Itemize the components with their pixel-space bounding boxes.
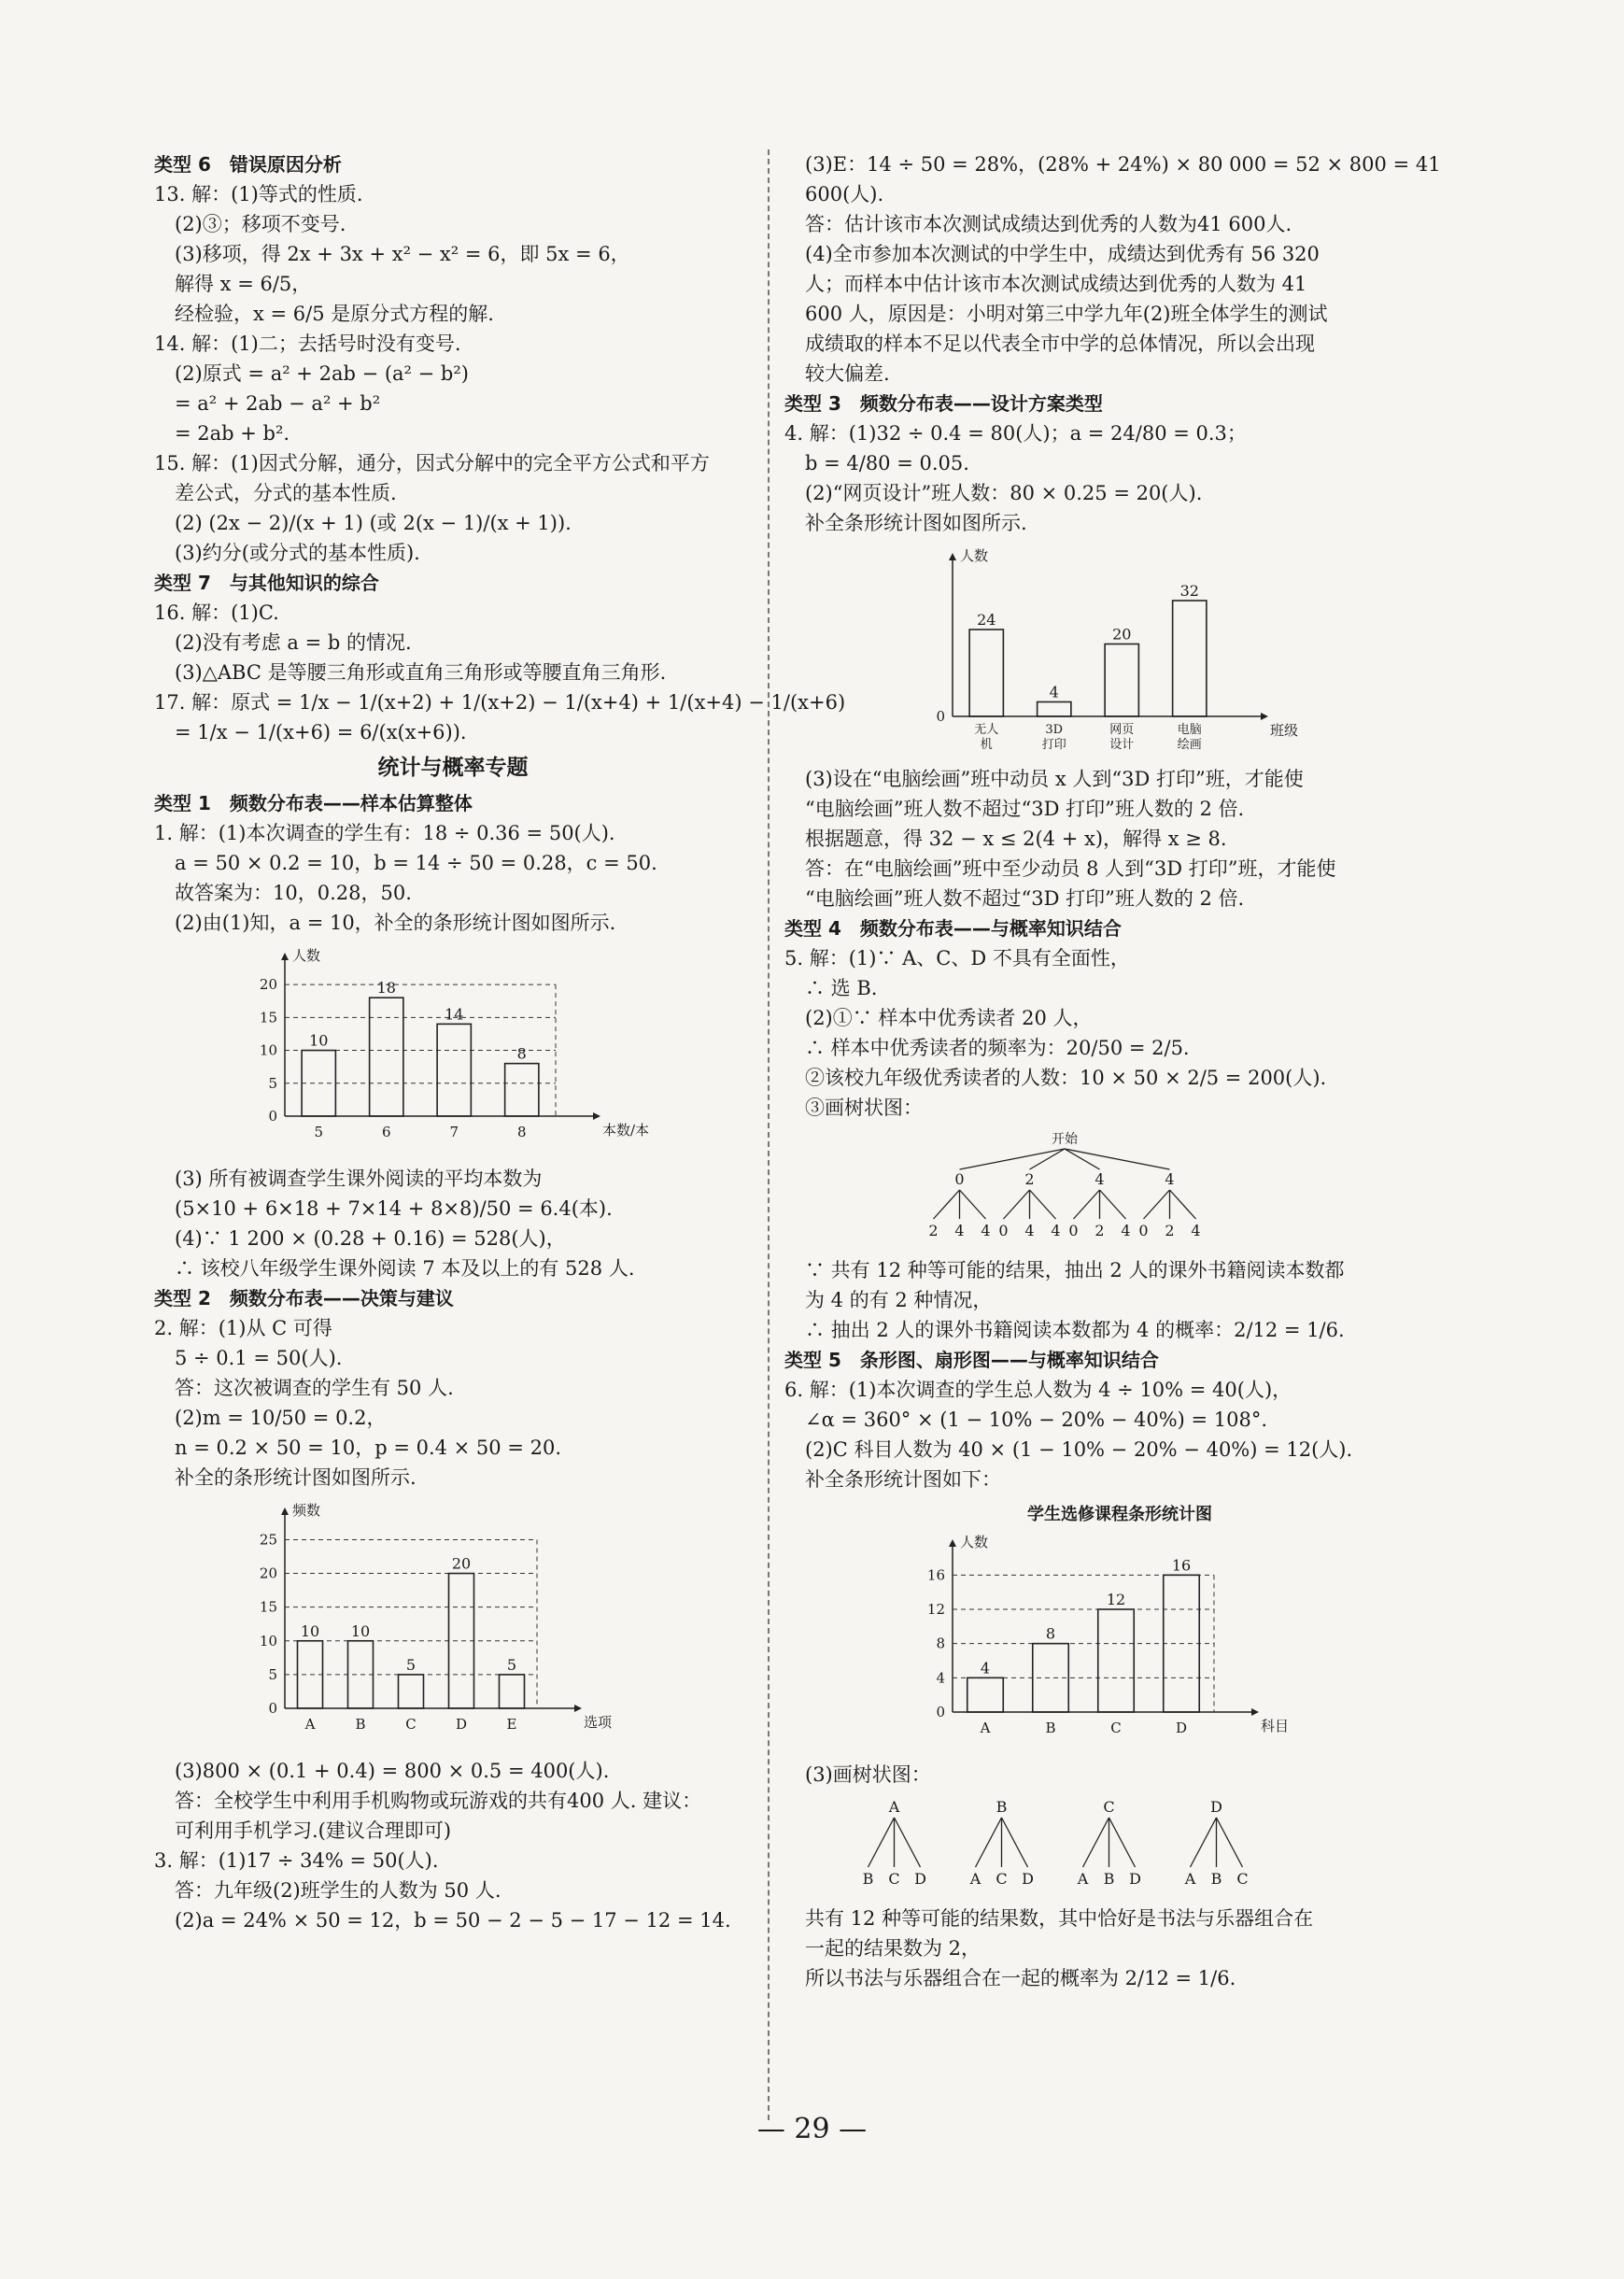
text-line: 3. 解：(1)17 ÷ 34% = 50(人). [154, 1849, 439, 1872]
text-line: 15. 解：(1)因式分解，通分，因式分解中的完全平方公式和平方 [154, 452, 710, 474]
text-line: 成绩取的样本不足以代表全市中学的总体情况，所以会出现 [805, 333, 1315, 355]
text-line: 5 ÷ 0.1 = 50(人). [175, 1347, 343, 1369]
tree-leaf: A [969, 1870, 981, 1888]
data-label: 5 [506, 1655, 517, 1674]
tree-branch [1004, 1190, 1030, 1219]
text-line: 补全的条形统计图如图所示. [175, 1466, 417, 1489]
data-label: 24 [977, 611, 996, 629]
tree-branch [1144, 1190, 1170, 1219]
section-heading: 类型 2 频数分布表——决策与建议 [154, 1287, 454, 1309]
text-line: (3)E：14 ÷ 50 = 28%，(28% + 24%) × 80 000 = 52 × 800 = 41 [805, 153, 1441, 176]
x-tick-label: 绘画 [1177, 738, 1202, 752]
tree-leaf: 4 [954, 1222, 965, 1239]
text-line: 较大偏差. [805, 362, 890, 385]
y-tick-label: 20 [259, 1564, 277, 1582]
section-heading: 类型 4 频数分布表——与概率知识结合 [784, 917, 1122, 940]
x-axis-label: 选项 [584, 1714, 613, 1731]
data-label: 10 [309, 1031, 329, 1050]
tree-branch [1217, 1818, 1243, 1867]
text-line: (2) (2x − 2)/(x + 1) (或 2(x − 1)/(x + 1)). [175, 512, 572, 534]
section-heading: 类型 3 频数分布表——设计方案类型 [784, 392, 1103, 415]
text-line: (3)移项，得 2x + 3x + x² − x² = 6，即 5x = 6， [175, 243, 630, 265]
y-axis-label: 频数 [292, 1502, 321, 1519]
text-line: “电脑绘画”班人数不超过“3D 打印”班人数的 2 倍. [805, 887, 1245, 910]
tree-branch [1083, 1818, 1109, 1867]
bar-chart-1 [229, 1498, 621, 1750]
tree-leaf: 4 [981, 1222, 991, 1239]
x-tick-label: 设计 [1109, 738, 1135, 752]
tree-leaf: B [1210, 1870, 1222, 1888]
x-axis-label: 本数/本 [602, 1122, 650, 1139]
tree-leaf: B [862, 1870, 874, 1888]
y-tick-label: 5 [268, 1665, 277, 1683]
text-line: (2)③；移项不变号. [175, 213, 346, 235]
tree-node: D [1210, 1798, 1222, 1816]
tree-node: 2 [1024, 1170, 1035, 1188]
data-label: 14 [445, 1005, 464, 1024]
text-line: 补全条形统计图如下： [805, 1468, 1001, 1491]
text-line: 一起的结果数为 2， [805, 1937, 981, 1960]
data-label: 12 [1106, 1591, 1126, 1608]
tree-leaf: 2 [1094, 1222, 1105, 1239]
text-line: 17. 解：原式 = 1/x − 1/(x+2) + 1/(x+2) − 1/(x+4) + 1/(x+4) − 1/(x+6) [154, 691, 846, 714]
data-label: 18 [376, 979, 396, 998]
bar-C [1098, 1609, 1135, 1712]
x-tick-label: 电脑 [1177, 723, 1202, 737]
bar-6 [370, 998, 403, 1116]
text-line: 答：在“电脑绘画”班中至少动员 8 人到“3D 打印”班，才能使 [805, 857, 1336, 880]
text-line: n = 0.2 × 50 = 10，p = 0.4 × 50 = 20. [175, 1437, 562, 1459]
tree-leaf: A [1184, 1870, 1196, 1888]
x-axis-label: 科目 [1261, 1718, 1290, 1734]
bar-电脑绘画 [1173, 601, 1207, 716]
tree-node: 4 [1165, 1170, 1175, 1188]
text-line: 16. 解：(1)C. [154, 602, 279, 624]
y-tick-label: 0 [936, 1704, 945, 1720]
x-axis-label: 班级 [1270, 722, 1299, 739]
tree-branch [1002, 1818, 1028, 1867]
tree-branch [1065, 1149, 1170, 1169]
text-line: (4)全市参加本次测试的中学生中，成绩达到优秀有 56 320 [805, 243, 1320, 265]
text-line: 答：这次被调查的学生有 50 人. [175, 1377, 454, 1399]
text-line: (2)C 科目人数为 40 × (1 − 10% − 20% − 40%) = 12(人). [805, 1438, 1353, 1461]
text-line: 可利用手机学习.(建议合理即可) [175, 1819, 452, 1842]
page-number: — 29 — [756, 2113, 868, 2145]
tree-leaf: 4 [1191, 1222, 1201, 1239]
tree-leaf: 4 [1121, 1222, 1131, 1239]
text-line: “电脑绘画”班人数不超过“3D 打印”班人数的 2 倍. [805, 798, 1245, 820]
text-line: 经检验，x = 6/5 是原分式方程的解. [175, 303, 494, 325]
text-line: 5. 解：(1)∵ A、C、D 不具有全面性， [784, 947, 1130, 970]
tree-leaf: 0 [998, 1222, 1009, 1239]
y-tick-label: 0 [268, 1108, 277, 1125]
figure-1 [229, 1498, 752, 1750]
y-tick-label: 8 [936, 1635, 945, 1652]
y-axis-label: 人数 [960, 1534, 989, 1550]
text-line: ∴ 选 B. [805, 977, 878, 999]
y-axis-arrow [281, 1508, 289, 1515]
tree-leaf: 2 [928, 1222, 939, 1239]
x-tick-label: 打印 [1041, 738, 1066, 752]
chart-title: 学生选修课程条形统计图 [1027, 1505, 1212, 1524]
tree-leaf: A [1077, 1870, 1089, 1888]
text-line: (3)约分(或分式的基本性质). [175, 542, 420, 564]
tree-leaf: 4 [1024, 1222, 1035, 1239]
text-line: 2. 解：(1)从 C 可得 [154, 1317, 332, 1339]
text-line: 答：估计该市本次测试成绩达到优秀的人数为41 600人. [805, 213, 1292, 235]
text-line: (2)m = 10/50 = 0.2， [175, 1407, 387, 1429]
x-tick-label: 无人 [974, 723, 999, 737]
tree-leaf: 2 [1165, 1222, 1175, 1239]
section-heading: 类型 5 条形图、扇形图——与概率知识结合 [784, 1349, 1159, 1371]
text-line: ∴ 抽出 2 人的课外书籍阅读本数都为 4 的概率：2/12 = 1/6. [805, 1319, 1345, 1341]
text-line: (2)由(1)知，a = 10，补全的条形统计图如图所示. [175, 912, 616, 934]
text-line: 补全条形统计图如图所示. [805, 512, 1027, 534]
data-label: 16 [1171, 1556, 1192, 1575]
text-line: 600 人，原因是：小明对第三中学九年(2)班全体学生的测试 [805, 303, 1328, 325]
tree-branch [960, 1149, 1066, 1169]
tree-branch [1074, 1190, 1100, 1219]
x-axis-arrow [1261, 713, 1268, 720]
tree-node: 0 [954, 1170, 965, 1188]
tree-branch [895, 1818, 921, 1867]
y-tick-label: 10 [259, 1632, 277, 1649]
figure-2 [897, 544, 1396, 758]
topic-title: 统计与概率专题 [377, 756, 529, 780]
text-line: 人；而样本中估计该市本次测试成绩达到优秀的人数为 41 [805, 273, 1307, 295]
tree-branch [1191, 1818, 1217, 1867]
y-tick-label: 16 [926, 1566, 945, 1584]
tree-node: C [1103, 1798, 1115, 1816]
y-axis-label: 人数 [292, 947, 321, 964]
tree-branch [960, 1190, 986, 1219]
text-line: (3)800 × (0.1 + 0.4) = 800 × 0.5 = 400(人). [175, 1760, 610, 1782]
text-line: 4. 解：(1)32 ÷ 0.4 = 80(人)；a = 24/80 = 0.3； [784, 422, 1247, 445]
x-tick-label: 机 [980, 738, 993, 752]
tree-leaf: D [1129, 1870, 1141, 1888]
text-line: (3) 所有被调查学生课外阅读的平均本数为 [175, 1168, 543, 1190]
text-line: 600(人). [805, 183, 884, 205]
text-line: ∠α = 360° × (1 − 10% − 20% − 40%) = 108°. [805, 1408, 1268, 1431]
text-line: = 2ab + b². [175, 422, 290, 445]
x-tick-label: 网页 [1109, 723, 1135, 737]
text-line: 为 4 的有 2 种情况， [805, 1289, 993, 1311]
text-line: = a² + 2ab − a² + b² [175, 392, 381, 415]
tree-branch [1100, 1190, 1126, 1219]
data-label: 8 [516, 1044, 527, 1063]
text-line: ③画树状图： [805, 1097, 923, 1119]
bar-chart-4 [897, 1530, 1298, 1754]
y-axis-arrow [281, 953, 289, 960]
text-line: a = 50 × 0.2 = 10，b = 14 ÷ 50 = 0.28，c = 50. [175, 852, 657, 874]
y-tick-label: 15 [259, 1598, 277, 1616]
data-label: 10 [300, 1621, 320, 1640]
y-axis-arrow [949, 1539, 956, 1547]
x-tick-label: 3D [1045, 723, 1064, 737]
data-label: 4 [1049, 683, 1059, 701]
text-line: 6. 解：(1)本次调查的学生总人数为 4 ÷ 10% = 40(人)， [784, 1379, 1292, 1401]
y-tick-label: 20 [259, 976, 277, 994]
tree-node: B [996, 1798, 1008, 1816]
bar-chart-2 [897, 544, 1307, 758]
y-tick-label: 10 [259, 1041, 277, 1059]
tree-leaf: 0 [1138, 1222, 1149, 1239]
tree-branch [934, 1190, 960, 1219]
text-line: ∴ 该校八年级学生课外阅读 7 本及以上的有 528 人. [175, 1257, 635, 1280]
y-tick-label: 4 [936, 1669, 945, 1687]
x-tick-label: 5 [314, 1124, 324, 1140]
data-label: 20 [1112, 625, 1132, 644]
tree-branch [1030, 1190, 1056, 1219]
x-tick-label: 8 [516, 1124, 527, 1140]
text-line: 共有 12 种等可能的结果数，其中恰好是书法与乐器组合在 [805, 1907, 1314, 1930]
tree-leaf: B [1103, 1870, 1115, 1888]
x-tick-label: 6 [381, 1124, 391, 1140]
text-line: ∴ 样本中优秀读者的频率为：20/50 = 2/5. [805, 1037, 1190, 1059]
figure-3 [925, 1128, 1396, 1250]
text-line: = 1/x − 1/(x+6) = 6/(x(x+6)). [175, 721, 467, 743]
tree-branch [976, 1818, 1002, 1867]
tree-node: 4 [1094, 1170, 1105, 1188]
text-line: 故答案为：10，0.28，50. [175, 882, 412, 904]
tree-leaf: 0 [1068, 1222, 1079, 1239]
bar-7 [437, 1024, 471, 1116]
text-line: 差公式，分式的基本性质. [175, 482, 397, 504]
section-heading: 类型 1 频数分布表——样本估算整体 [154, 792, 473, 814]
tree-branch [1109, 1818, 1136, 1867]
bar-C [399, 1675, 424, 1708]
figure-0 [229, 943, 752, 1158]
y-axis-label: 人数 [960, 547, 989, 564]
x-tick-label: E [506, 1716, 517, 1733]
tree-branch [868, 1818, 895, 1867]
data-label: 5 [405, 1655, 417, 1674]
y-tick-label: 25 [259, 1531, 277, 1549]
x-tick-label: D [455, 1716, 468, 1733]
y-tick-label: 5 [268, 1074, 277, 1092]
data-label: 20 [451, 1554, 472, 1573]
text-line: 根据题意，得 32 − x ≤ 2(4 + x)，解得 x ≥ 8. [805, 828, 1227, 850]
x-tick-label: A [980, 1720, 991, 1736]
tree-leaf: C [888, 1870, 900, 1888]
bar-E [500, 1675, 525, 1708]
tree-leaf: 4 [1051, 1222, 1061, 1239]
section-heading: 类型 6 错误原因分析 [154, 153, 342, 176]
text-line: b = 4/80 = 0.05. [805, 452, 969, 474]
tree-leaf: C [1236, 1870, 1249, 1888]
data-label: 8 [1045, 1624, 1056, 1643]
x-axis-arrow [593, 1112, 600, 1120]
text-line: 13. 解：(1)等式的性质. [154, 183, 363, 205]
data-label: 32 [1179, 582, 1199, 600]
text-line: 1. 解：(1)本次调查的学生有：18 ÷ 0.36 = 50(人). [154, 822, 615, 844]
data-label: 4 [980, 1659, 991, 1677]
tree-leaf: C [996, 1870, 1008, 1888]
tree-leaf: D [1022, 1870, 1034, 1888]
x-tick-label: C [405, 1716, 417, 1733]
text-line: 答：全校学生中利用手机购物或玩游戏的共有400 人. 建议： [175, 1790, 702, 1812]
x-tick-label: C [1110, 1720, 1122, 1736]
tree-leaf: D [914, 1870, 926, 1888]
y-axis-arrow [949, 553, 956, 560]
bar-8 [505, 1064, 539, 1116]
x-axis-arrow [574, 1705, 582, 1712]
text-line: 14. 解：(1)二；去括号时没有变号. [154, 333, 461, 355]
y-tick-label: 0 [268, 1700, 277, 1717]
figure-5 [840, 1795, 1396, 1898]
bar-chart-0 [229, 943, 650, 1158]
y-tick-label: 0 [936, 708, 945, 725]
tree-diagram-3 [925, 1128, 1205, 1250]
text-line: (2)a = 24% × 50 = 12，b = 50 − 2 − 5 − 17 − 12 = 14. [175, 1909, 731, 1932]
text-line: ②该校九年级优秀读者的人数：10 × 50 × 2/5 = 200(人). [805, 1067, 1327, 1089]
text-line: (2)没有考虑 a = b 的情况. [175, 631, 412, 654]
text-line: 所以书法与乐器组合在一起的概率为 2/12 = 1/6. [805, 1967, 1236, 1989]
text-line: (4)∵ 1 200 × (0.28 + 0.16) = 528(人)， [175, 1227, 566, 1250]
text-line: ∵ 共有 12 种等可能的结果，抽出 2 人的课外书籍阅读本数都 [805, 1259, 1345, 1281]
tree-root: 开始 [1052, 1132, 1078, 1147]
text-line: 解得 x = 6/5， [175, 273, 312, 295]
text-line: (2)“网页设计”班人数：80 × 0.25 = 20(人). [805, 482, 1203, 504]
figure-4 [897, 1500, 1396, 1754]
x-tick-label: 7 [449, 1124, 459, 1140]
section-heading: 类型 7 与其他知识的综合 [154, 572, 379, 594]
y-tick-label: 15 [259, 1009, 277, 1026]
tree-node: A [888, 1798, 900, 1816]
bar-3D打印 [1038, 702, 1071, 717]
tree-diagram-5 [840, 1795, 1270, 1898]
bar-无人机 [969, 630, 1003, 716]
bar-A [967, 1677, 1004, 1712]
text-line: (3)设在“电脑绘画”班中动员 x 人到“3D 打印”班，才能使 [805, 768, 1304, 790]
right-column [784, 149, 1441, 1993]
text-line: (2)①∵ 样本中优秀读者 20 人， [805, 1007, 1093, 1029]
x-tick-label: D [1175, 1720, 1188, 1736]
text-line: (2)原式 = a² + 2ab − (a² − b²) [175, 362, 469, 385]
tree-branch [1170, 1190, 1196, 1219]
data-label: 10 [350, 1621, 371, 1640]
column-divider [768, 149, 770, 2120]
text-line: (3)△ABC 是等腰三角形或直角三角形或等腰直角三角形. [175, 661, 667, 684]
text-line: (5×10 + 6×18 + 7×14 + 8×8)/50 = 6.4(本). [175, 1197, 613, 1220]
x-tick-label: A [304, 1716, 316, 1733]
x-axis-arrow [1251, 1708, 1259, 1716]
y-tick-label: 12 [926, 1601, 945, 1618]
text-line: (3)画树状图： [805, 1763, 931, 1786]
bar-网页设计 [1105, 644, 1138, 717]
text-line: 答：九年级(2)班学生的人数为 50 人. [175, 1879, 501, 1902]
x-tick-label: B [355, 1716, 366, 1733]
x-tick-label: B [1045, 1720, 1056, 1736]
